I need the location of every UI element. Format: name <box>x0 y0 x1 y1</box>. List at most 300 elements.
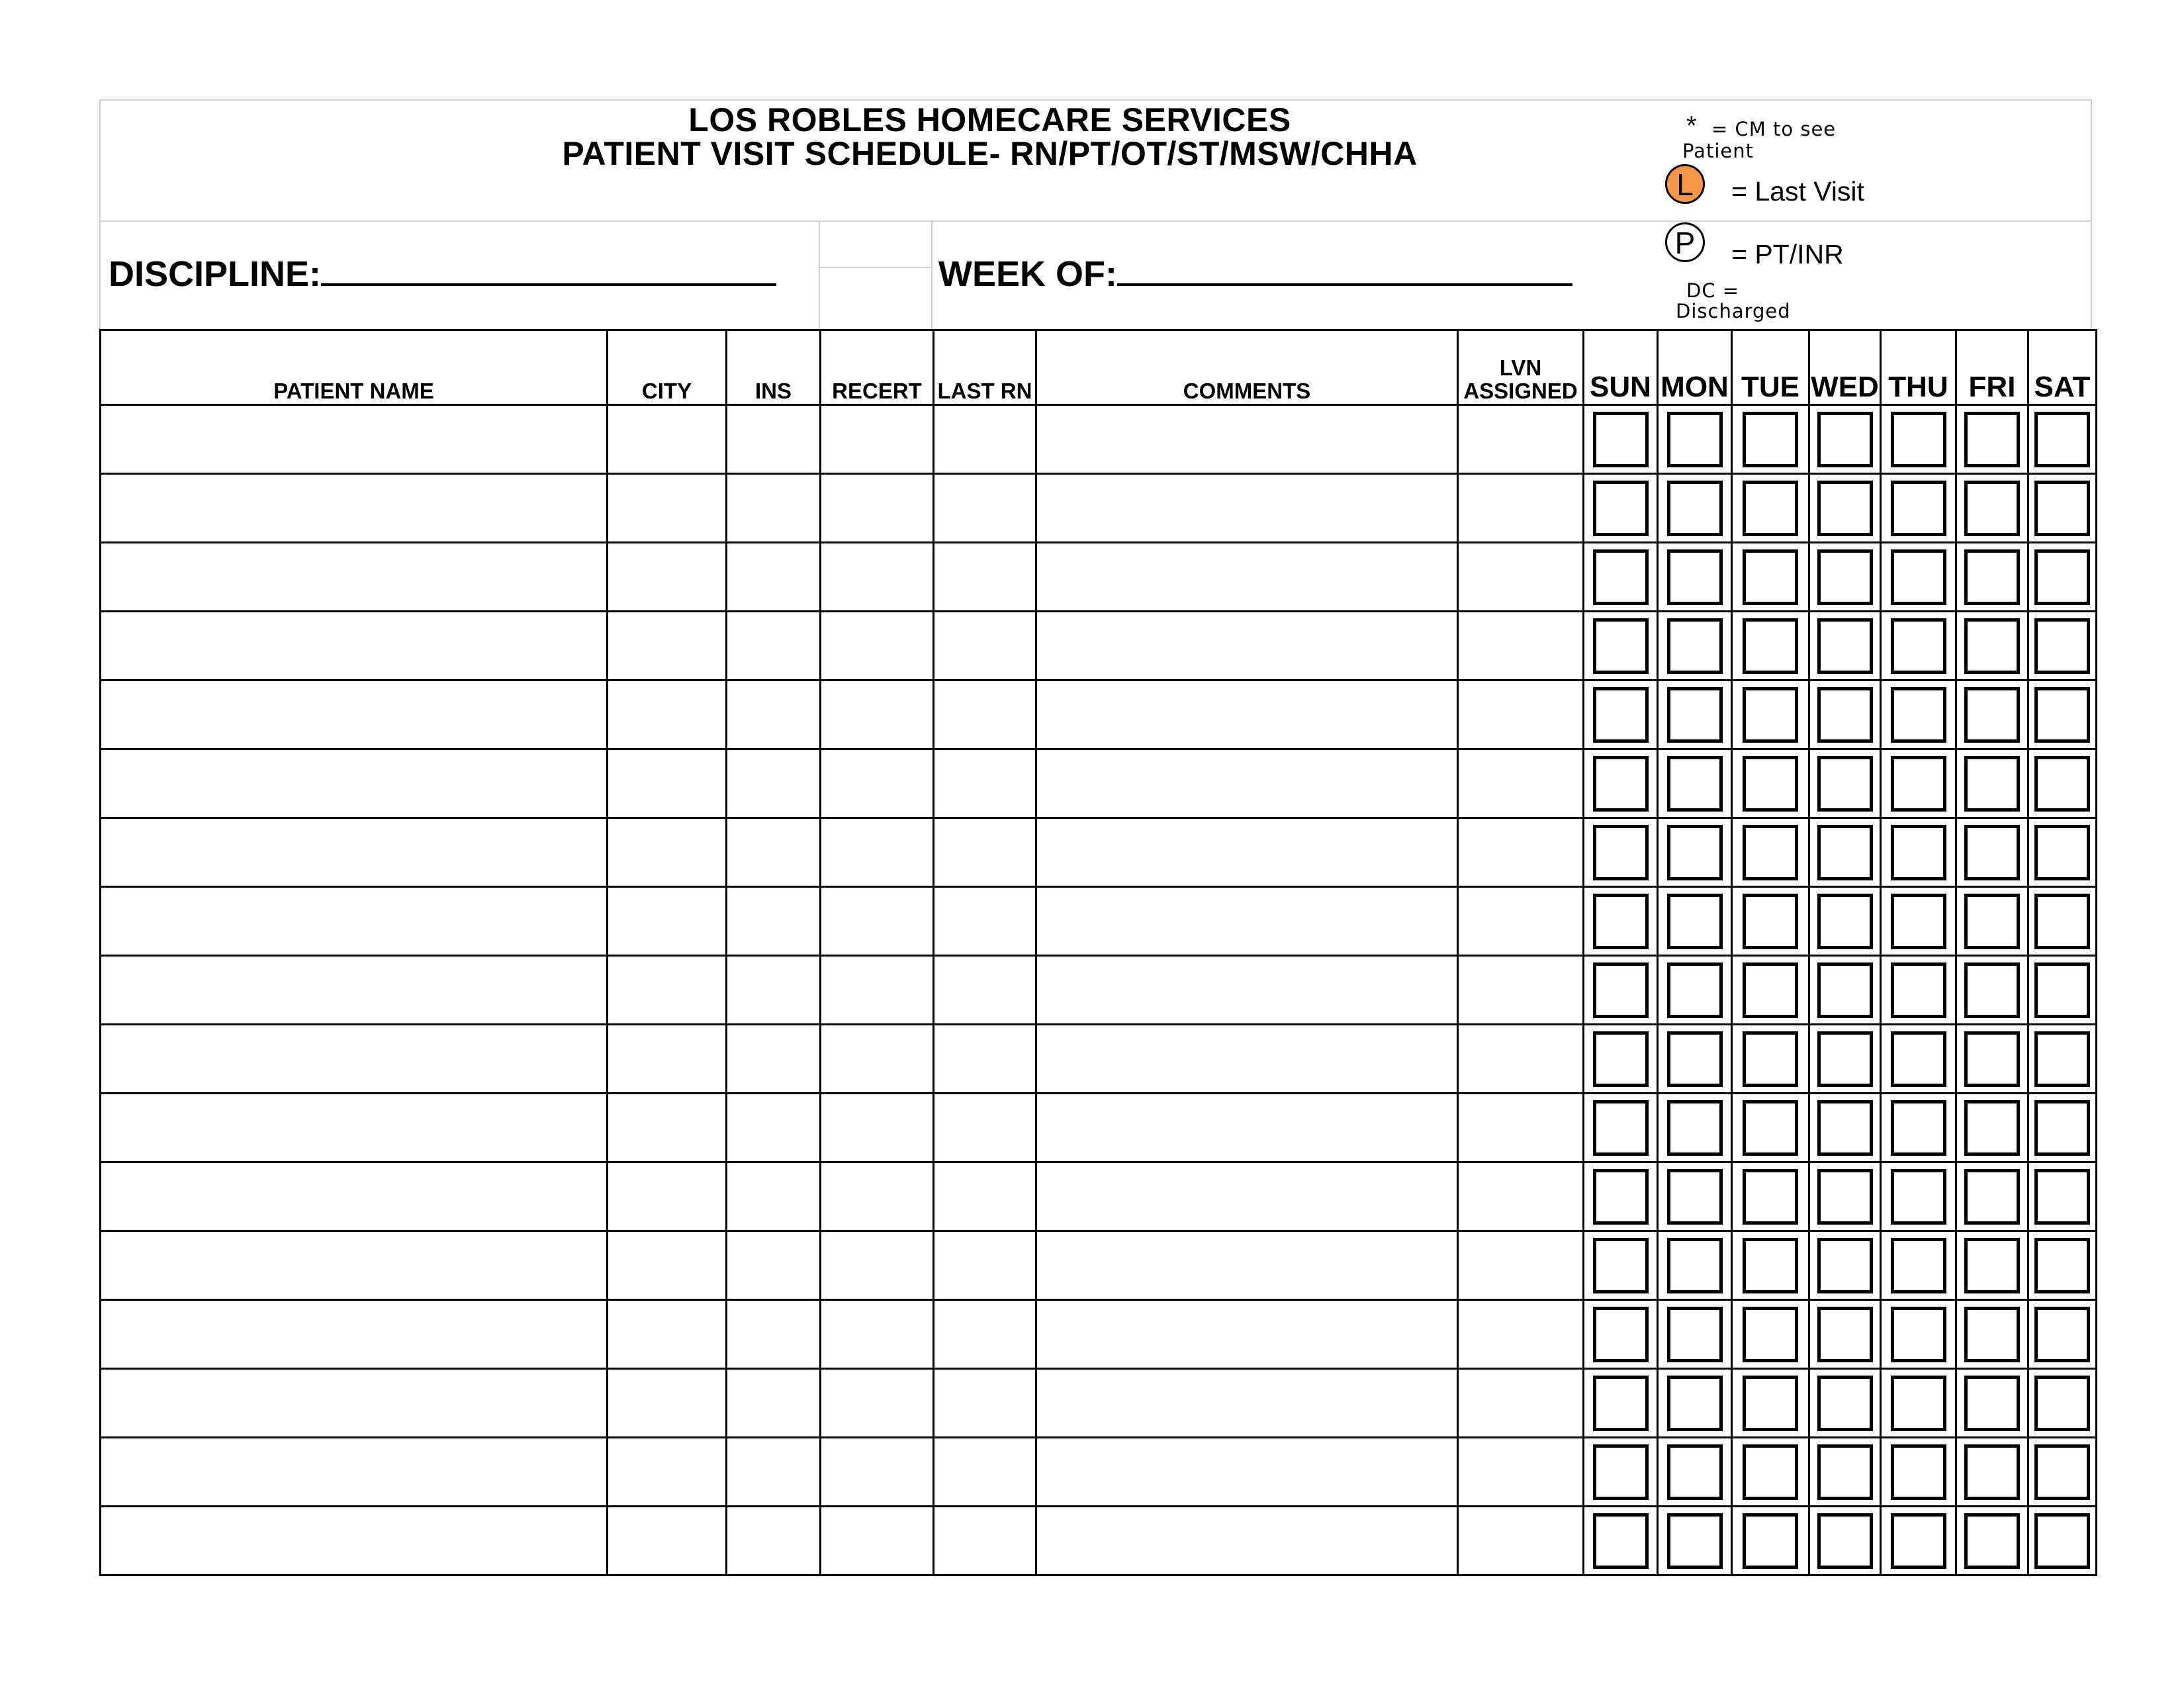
cell-sat <box>2028 474 2097 543</box>
visit-checkbox-sun[interactable] <box>1593 1031 1649 1087</box>
cell-ins[interactable] <box>727 1231 821 1300</box>
visit-checkbox-tue[interactable] <box>1743 549 1798 605</box>
cell-city[interactable] <box>608 405 727 474</box>
cell-tue <box>1732 1507 1809 1575</box>
col-ins: INS <box>727 330 821 405</box>
visit-checkbox-sat[interactable] <box>2034 481 2090 536</box>
visit-checkbox-wed[interactable] <box>1817 756 1873 812</box>
cell-sat <box>2028 612 2097 680</box>
cell-tue <box>1732 405 1809 474</box>
cell-patient-name[interactable] <box>101 405 608 474</box>
cell-lvn-assigned[interactable] <box>1458 1369 1584 1438</box>
cell-recert[interactable] <box>821 956 934 1025</box>
cell-recert[interactable] <box>821 1300 934 1369</box>
cell-last-rn[interactable] <box>934 749 1036 818</box>
cell-ins[interactable] <box>727 612 821 680</box>
visit-checkbox-mon[interactable] <box>1667 962 1723 1018</box>
cell-wed <box>1809 818 1881 887</box>
cell-patient-name[interactable] <box>101 1231 608 1300</box>
cell-ins[interactable] <box>727 1507 821 1575</box>
cell-sat <box>2028 1094 2097 1162</box>
visit-checkbox-wed[interactable] <box>1817 1100 1873 1156</box>
visit-checkbox-thu[interactable] <box>1891 1444 1946 1500</box>
visit-checkbox-wed[interactable] <box>1817 1031 1873 1087</box>
cell-last-rn[interactable] <box>934 818 1036 887</box>
visit-checkbox-fri[interactable] <box>1964 825 2020 880</box>
visit-checkbox-thu[interactable] <box>1891 1100 1946 1156</box>
visit-checkbox-wed[interactable] <box>1817 1307 1873 1362</box>
visit-checkbox-fri[interactable] <box>1964 962 2020 1018</box>
visit-checkbox-thu[interactable] <box>1891 687 1946 743</box>
cell-fri <box>1956 680 2028 749</box>
col-lvn-line1: LVN <box>1499 355 1542 380</box>
cell-comments[interactable] <box>1036 1162 1458 1231</box>
cell-lvn-assigned[interactable] <box>1458 818 1584 887</box>
visit-checkbox-fri[interactable] <box>1964 1169 2020 1225</box>
visit-checkbox-sat[interactable] <box>2034 1376 2090 1431</box>
cell-tue <box>1732 543 1809 612</box>
cell-lvn-assigned[interactable] <box>1458 1438 1584 1507</box>
week-of-input[interactable] <box>1117 250 1572 286</box>
visit-checkbox-sat[interactable] <box>2034 1100 2090 1156</box>
col-last-rn: LAST RN <box>934 330 1036 405</box>
cell-sat <box>2028 956 2097 1025</box>
cell-last-rn[interactable] <box>934 474 1036 543</box>
cell-lvn-assigned[interactable] <box>1458 474 1584 543</box>
discipline-label: DISCIPLINE: <box>109 254 322 294</box>
legend-cm-text-2: Patient <box>1682 140 1754 162</box>
cell-ins[interactable] <box>727 543 821 612</box>
header-divider <box>99 220 2092 222</box>
cell-ins[interactable] <box>727 405 821 474</box>
visit-checkbox-sat[interactable] <box>2034 962 2090 1018</box>
cell-comments[interactable] <box>1036 1025 1458 1094</box>
cell-recert[interactable] <box>821 1231 934 1300</box>
visit-checkbox-sat[interactable] <box>2034 1031 2090 1087</box>
cell-comments[interactable] <box>1036 1507 1458 1575</box>
cell-recert[interactable] <box>821 543 934 612</box>
visit-checkbox-mon[interactable] <box>1667 1444 1723 1500</box>
cell-comments[interactable] <box>1036 887 1458 956</box>
visit-checkbox-wed[interactable] <box>1817 962 1873 1018</box>
cell-comments[interactable] <box>1036 680 1458 749</box>
cell-recert[interactable] <box>821 1162 934 1231</box>
visit-checkbox-wed[interactable] <box>1817 481 1873 536</box>
cell-patient-name[interactable] <box>101 612 608 680</box>
cell-patient-name[interactable] <box>101 474 608 543</box>
cell-ins[interactable] <box>727 1094 821 1162</box>
cell-mon <box>1658 612 1732 680</box>
visit-checkbox-wed[interactable] <box>1817 1376 1873 1431</box>
cell-lvn-assigned[interactable] <box>1458 1300 1584 1369</box>
visit-checkbox-sun[interactable] <box>1593 1307 1649 1362</box>
visit-checkbox-mon[interactable] <box>1667 1376 1723 1431</box>
visit-checkbox-thu[interactable] <box>1891 1169 1946 1225</box>
cell-ins[interactable] <box>727 474 821 543</box>
visit-checkbox-mon[interactable] <box>1667 1513 1723 1569</box>
cell-recert[interactable] <box>821 818 934 887</box>
visit-checkbox-mon[interactable] <box>1667 756 1723 812</box>
cell-sat <box>2028 405 2097 474</box>
cell-comments[interactable] <box>1036 612 1458 680</box>
cell-last-rn[interactable] <box>934 543 1036 612</box>
cell-last-rn[interactable] <box>934 1438 1036 1507</box>
cell-sat <box>2028 680 2097 749</box>
cell-recert[interactable] <box>821 749 934 818</box>
cell-recert[interactable] <box>821 1507 934 1575</box>
discipline-field[interactable] <box>109 250 776 295</box>
cell-recert[interactable] <box>821 1025 934 1094</box>
visit-checkbox-sun[interactable] <box>1593 412 1649 467</box>
week-of-label: WEEK OF: <box>938 254 1117 294</box>
cell-tue <box>1732 680 1809 749</box>
visit-checkbox-mon[interactable] <box>1667 1238 1723 1293</box>
cell-city[interactable] <box>608 749 727 818</box>
visit-checkbox-sun[interactable] <box>1593 1444 1649 1500</box>
cell-lvn-assigned[interactable] <box>1458 405 1584 474</box>
visit-checkbox-mon[interactable] <box>1667 825 1723 880</box>
visit-checkbox-mon[interactable] <box>1667 549 1723 605</box>
cell-patient-name[interactable] <box>101 887 608 956</box>
cell-lvn-assigned[interactable] <box>1458 680 1584 749</box>
cell-city[interactable] <box>608 818 727 887</box>
cell-comments[interactable] <box>1036 818 1458 887</box>
visit-checkbox-sun[interactable] <box>1593 756 1649 812</box>
visit-checkbox-tue[interactable] <box>1743 1376 1798 1431</box>
visit-checkbox-thu[interactable] <box>1891 756 1946 812</box>
cell-tue <box>1732 1162 1809 1231</box>
visit-checkbox-tue[interactable] <box>1743 1100 1798 1156</box>
cell-city[interactable] <box>608 1162 727 1231</box>
visit-checkbox-sun[interactable] <box>1593 481 1649 536</box>
visit-checkbox-mon[interactable] <box>1667 1031 1723 1087</box>
visit-schedule-table <box>99 329 2097 1576</box>
cell-thu <box>1881 1507 1956 1575</box>
visit-checkbox-fri[interactable] <box>1964 1513 2020 1569</box>
cell-city[interactable] <box>608 1094 727 1162</box>
cell-thu <box>1881 474 1956 543</box>
cell-city[interactable] <box>608 956 727 1025</box>
visit-checkbox-thu[interactable] <box>1891 825 1946 880</box>
visit-checkbox-tue[interactable] <box>1743 481 1798 536</box>
visit-checkbox-tue[interactable] <box>1743 1238 1798 1293</box>
cell-city[interactable] <box>608 1438 727 1507</box>
visit-checkbox-mon[interactable] <box>1667 894 1723 949</box>
visit-checkbox-tue[interactable] <box>1743 1031 1798 1087</box>
visit-checkbox-tue[interactable] <box>1743 687 1798 743</box>
cell-thu <box>1881 1162 1956 1231</box>
visit-checkbox-fri[interactable] <box>1964 1307 2020 1362</box>
visit-checkbox-wed[interactable] <box>1817 894 1873 949</box>
visit-checkbox-thu[interactable] <box>1891 412 1946 467</box>
visit-checkbox-wed[interactable] <box>1817 1169 1873 1225</box>
cell-last-rn[interactable] <box>934 1231 1036 1300</box>
visit-checkbox-fri[interactable] <box>1964 412 2020 467</box>
visit-checkbox-sat[interactable] <box>2034 756 2090 812</box>
cell-ins[interactable] <box>727 887 821 956</box>
cell-ins[interactable] <box>727 1369 821 1438</box>
visit-checkbox-sat[interactable] <box>2034 687 2090 743</box>
cell-patient-name[interactable] <box>101 1094 608 1162</box>
cell-patient-name[interactable] <box>101 1507 608 1575</box>
visit-checkbox-sat[interactable] <box>2034 1444 2090 1500</box>
cell-last-rn[interactable] <box>934 1025 1036 1094</box>
visit-checkbox-mon[interactable] <box>1667 1100 1723 1156</box>
visit-checkbox-fri[interactable] <box>1964 1100 2020 1156</box>
visit-checkbox-wed[interactable] <box>1817 1513 1873 1569</box>
cell-ins[interactable] <box>727 680 821 749</box>
visit-checkbox-sat[interactable] <box>2034 825 2090 880</box>
cell-sun <box>1584 680 1658 749</box>
col-fri: FRI <box>1956 330 2028 405</box>
visit-checkbox-tue[interactable] <box>1743 412 1798 467</box>
cell-sat <box>2028 1025 2097 1094</box>
visit-checkbox-wed[interactable] <box>1817 1444 1873 1500</box>
cell-ins[interactable] <box>727 1025 821 1094</box>
visit-checkbox-tue[interactable] <box>1743 1169 1798 1225</box>
cell-mon <box>1658 1025 1732 1094</box>
cell-city[interactable] <box>608 1300 727 1369</box>
visit-checkbox-mon[interactable] <box>1667 481 1723 536</box>
visit-checkbox-wed[interactable] <box>1817 825 1873 880</box>
cell-patient-name[interactable] <box>101 1162 608 1231</box>
cell-recert[interactable] <box>821 680 934 749</box>
cell-fri <box>1956 956 2028 1025</box>
visit-checkbox-sun[interactable] <box>1593 1169 1649 1225</box>
cell-city[interactable] <box>608 1507 727 1575</box>
cell-mon <box>1658 1300 1732 1369</box>
cell-ins[interactable] <box>727 1162 821 1231</box>
cell-last-rn[interactable] <box>934 956 1036 1025</box>
cell-last-rn[interactable] <box>934 405 1036 474</box>
visit-checkbox-thu[interactable] <box>1891 1031 1946 1087</box>
visit-checkbox-thu[interactable] <box>1891 962 1946 1018</box>
visit-checkbox-thu[interactable] <box>1891 1513 1946 1569</box>
cell-sun <box>1584 612 1658 680</box>
cell-last-rn[interactable] <box>934 1300 1036 1369</box>
cell-tue <box>1732 749 1809 818</box>
cell-ins[interactable] <box>727 1438 821 1507</box>
cell-mon <box>1658 887 1732 956</box>
col-sat: SAT <box>2028 330 2097 405</box>
visit-checkbox-tue[interactable] <box>1743 1444 1798 1500</box>
cell-city[interactable] <box>608 1231 727 1300</box>
cell-recert[interactable] <box>821 887 934 956</box>
cell-sat <box>2028 1162 2097 1231</box>
cell-sun <box>1584 543 1658 612</box>
cell-comments[interactable] <box>1036 474 1458 543</box>
header-right-border <box>2091 99 2092 330</box>
visit-checkbox-sat[interactable] <box>2034 1238 2090 1293</box>
visit-checkbox-fri[interactable] <box>1964 1376 2020 1431</box>
last-visit-circle-icon: L <box>1665 164 1705 204</box>
visit-checkbox-thu[interactable] <box>1891 1238 1946 1293</box>
cell-comments[interactable] <box>1036 1369 1458 1438</box>
cell-last-rn[interactable] <box>934 1094 1036 1162</box>
visit-checkbox-sat[interactable] <box>2034 549 2090 605</box>
visit-checkbox-thu[interactable] <box>1891 549 1946 605</box>
visit-checkbox-sun[interactable] <box>1593 1513 1649 1569</box>
cell-last-rn[interactable] <box>934 680 1036 749</box>
visit-checkbox-sat[interactable] <box>2034 1307 2090 1362</box>
visit-checkbox-tue[interactable] <box>1743 1513 1798 1569</box>
visit-checkbox-mon[interactable] <box>1667 1307 1723 1362</box>
cell-lvn-assigned[interactable] <box>1458 612 1584 680</box>
visit-checkbox-wed[interactable] <box>1817 1238 1873 1293</box>
cell-recert[interactable] <box>821 1438 934 1507</box>
cell-city[interactable] <box>608 680 727 749</box>
discipline-input[interactable] <box>321 250 776 286</box>
cell-patient-name[interactable] <box>101 956 608 1025</box>
cell-mon <box>1658 1507 1732 1575</box>
visit-checkbox-sun[interactable] <box>1593 687 1649 743</box>
visit-checkbox-thu[interactable] <box>1891 618 1946 674</box>
cell-recert[interactable] <box>821 612 934 680</box>
cell-last-rn[interactable] <box>934 1369 1036 1438</box>
cell-patient-name[interactable] <box>101 680 608 749</box>
cell-recert[interactable] <box>821 1094 934 1162</box>
visit-checkbox-sun[interactable] <box>1593 1376 1649 1431</box>
visit-checkbox-tue[interactable] <box>1743 962 1798 1018</box>
cell-lvn-assigned[interactable] <box>1458 1507 1584 1575</box>
visit-checkbox-fri[interactable] <box>1964 1031 2020 1087</box>
cell-patient-name[interactable] <box>101 749 608 818</box>
cell-comments[interactable] <box>1036 543 1458 612</box>
visit-checkbox-sun[interactable] <box>1593 962 1649 1018</box>
visit-checkbox-sun[interactable] <box>1593 1100 1649 1156</box>
cell-ins[interactable] <box>727 818 821 887</box>
table-row <box>101 956 2097 1025</box>
visit-checkbox-wed[interactable] <box>1817 618 1873 674</box>
visit-checkbox-sat[interactable] <box>2034 1513 2090 1569</box>
visit-checkbox-fri[interactable] <box>1964 1238 2020 1293</box>
visit-checkbox-fri[interactable] <box>1964 1444 2020 1500</box>
cell-fri <box>1956 749 2028 818</box>
visit-checkbox-tue[interactable] <box>1743 825 1798 880</box>
visit-checkbox-fri[interactable] <box>1964 549 2020 605</box>
cell-mon <box>1658 818 1732 887</box>
cell-lvn-assigned[interactable] <box>1458 749 1584 818</box>
visit-checkbox-sat[interactable] <box>2034 618 2090 674</box>
visit-checkbox-tue[interactable] <box>1743 1307 1798 1362</box>
cell-patient-name[interactable] <box>101 543 608 612</box>
col-recert: RECERT <box>821 330 934 405</box>
week-of-field[interactable] <box>938 250 1572 295</box>
visit-checkbox-wed[interactable] <box>1817 412 1873 467</box>
cell-last-rn[interactable] <box>934 887 1036 956</box>
cell-city[interactable] <box>608 612 727 680</box>
cell-city[interactable] <box>608 887 727 956</box>
cell-lvn-assigned[interactable] <box>1458 1025 1584 1094</box>
cell-ins[interactable] <box>727 956 821 1025</box>
cell-lvn-assigned[interactable] <box>1458 1231 1584 1300</box>
cell-fri <box>1956 1300 2028 1369</box>
cell-lvn-assigned[interactable] <box>1458 1094 1584 1162</box>
cell-comments[interactable] <box>1036 1231 1458 1300</box>
cell-last-rn[interactable] <box>934 1162 1036 1231</box>
cell-mon <box>1658 749 1732 818</box>
visit-checkbox-wed[interactable] <box>1817 687 1873 743</box>
visit-checkbox-fri[interactable] <box>1964 481 2020 536</box>
header-divider-v1 <box>819 220 820 330</box>
cell-tue <box>1732 956 1809 1025</box>
cell-recert[interactable] <box>821 405 934 474</box>
visit-checkbox-sun[interactable] <box>1593 894 1649 949</box>
cell-patient-name[interactable] <box>101 1369 608 1438</box>
visit-checkbox-fri[interactable] <box>1964 894 2020 949</box>
visit-checkbox-sun[interactable] <box>1593 1238 1649 1293</box>
visit-checkbox-sun[interactable] <box>1593 618 1649 674</box>
col-comments: COMMENTS <box>1036 330 1458 405</box>
visit-checkbox-wed[interactable] <box>1817 549 1873 605</box>
visit-checkbox-tue[interactable] <box>1743 756 1798 812</box>
visit-checkbox-mon[interactable] <box>1667 1169 1723 1225</box>
cell-comments[interactable] <box>1036 1094 1458 1162</box>
visit-checkbox-sat[interactable] <box>2034 1169 2090 1225</box>
visit-checkbox-mon[interactable] <box>1667 618 1723 674</box>
cell-patient-name[interactable] <box>101 818 608 887</box>
cell-recert[interactable] <box>821 1369 934 1438</box>
visit-checkbox-tue[interactable] <box>1743 894 1798 949</box>
cell-patient-name[interactable] <box>101 1025 608 1094</box>
cell-city[interactable] <box>608 474 727 543</box>
cell-lvn-assigned[interactable] <box>1458 887 1584 956</box>
cell-last-rn[interactable] <box>934 612 1036 680</box>
visit-checkbox-thu[interactable] <box>1891 1307 1946 1362</box>
cell-lvn-assigned[interactable] <box>1458 956 1584 1025</box>
cell-tue <box>1732 474 1809 543</box>
cell-comments[interactable] <box>1036 1438 1458 1507</box>
form-header <box>99 99 2092 330</box>
visit-checkbox-sun[interactable] <box>1593 549 1649 605</box>
cell-ins[interactable] <box>727 749 821 818</box>
cell-ins[interactable] <box>727 1300 821 1369</box>
col-patient-name: PATIENT NAME <box>101 330 608 405</box>
cell-mon <box>1658 1162 1732 1231</box>
table-row <box>101 818 2097 887</box>
visit-checkbox-mon[interactable] <box>1667 412 1723 467</box>
table-header-row <box>101 330 2097 405</box>
cell-comments[interactable] <box>1036 405 1458 474</box>
cell-comments[interactable] <box>1036 956 1458 1025</box>
cell-comments[interactable] <box>1036 1300 1458 1369</box>
cell-lvn-assigned[interactable] <box>1458 1162 1584 1231</box>
visit-checkbox-fri[interactable] <box>1964 756 2020 812</box>
visit-checkbox-thu[interactable] <box>1891 1376 1946 1431</box>
cell-last-rn[interactable] <box>934 1507 1036 1575</box>
visit-checkbox-mon[interactable] <box>1667 687 1723 743</box>
visit-checkbox-sun[interactable] <box>1593 825 1649 880</box>
cell-city[interactable] <box>608 543 727 612</box>
cell-comments[interactable] <box>1036 749 1458 818</box>
cell-patient-name[interactable] <box>101 1300 608 1369</box>
visit-checkbox-fri[interactable] <box>1964 687 2020 743</box>
cell-sat <box>2028 887 2097 956</box>
cell-city[interactable] <box>608 1369 727 1438</box>
cell-recert[interactable] <box>821 474 934 543</box>
cell-city[interactable] <box>608 1025 727 1094</box>
visit-checkbox-thu[interactable] <box>1891 894 1946 949</box>
visit-checkbox-sat[interactable] <box>2034 894 2090 949</box>
visit-checkbox-fri[interactable] <box>1964 618 2020 674</box>
cell-lvn-assigned[interactable] <box>1458 543 1584 612</box>
visit-checkbox-thu[interactable] <box>1891 481 1946 536</box>
visit-checkbox-tue[interactable] <box>1743 618 1798 674</box>
cell-fri <box>1956 1025 2028 1094</box>
visit-checkbox-sat[interactable] <box>2034 412 2090 467</box>
cell-sun <box>1584 405 1658 474</box>
cell-patient-name[interactable] <box>101 1438 608 1507</box>
